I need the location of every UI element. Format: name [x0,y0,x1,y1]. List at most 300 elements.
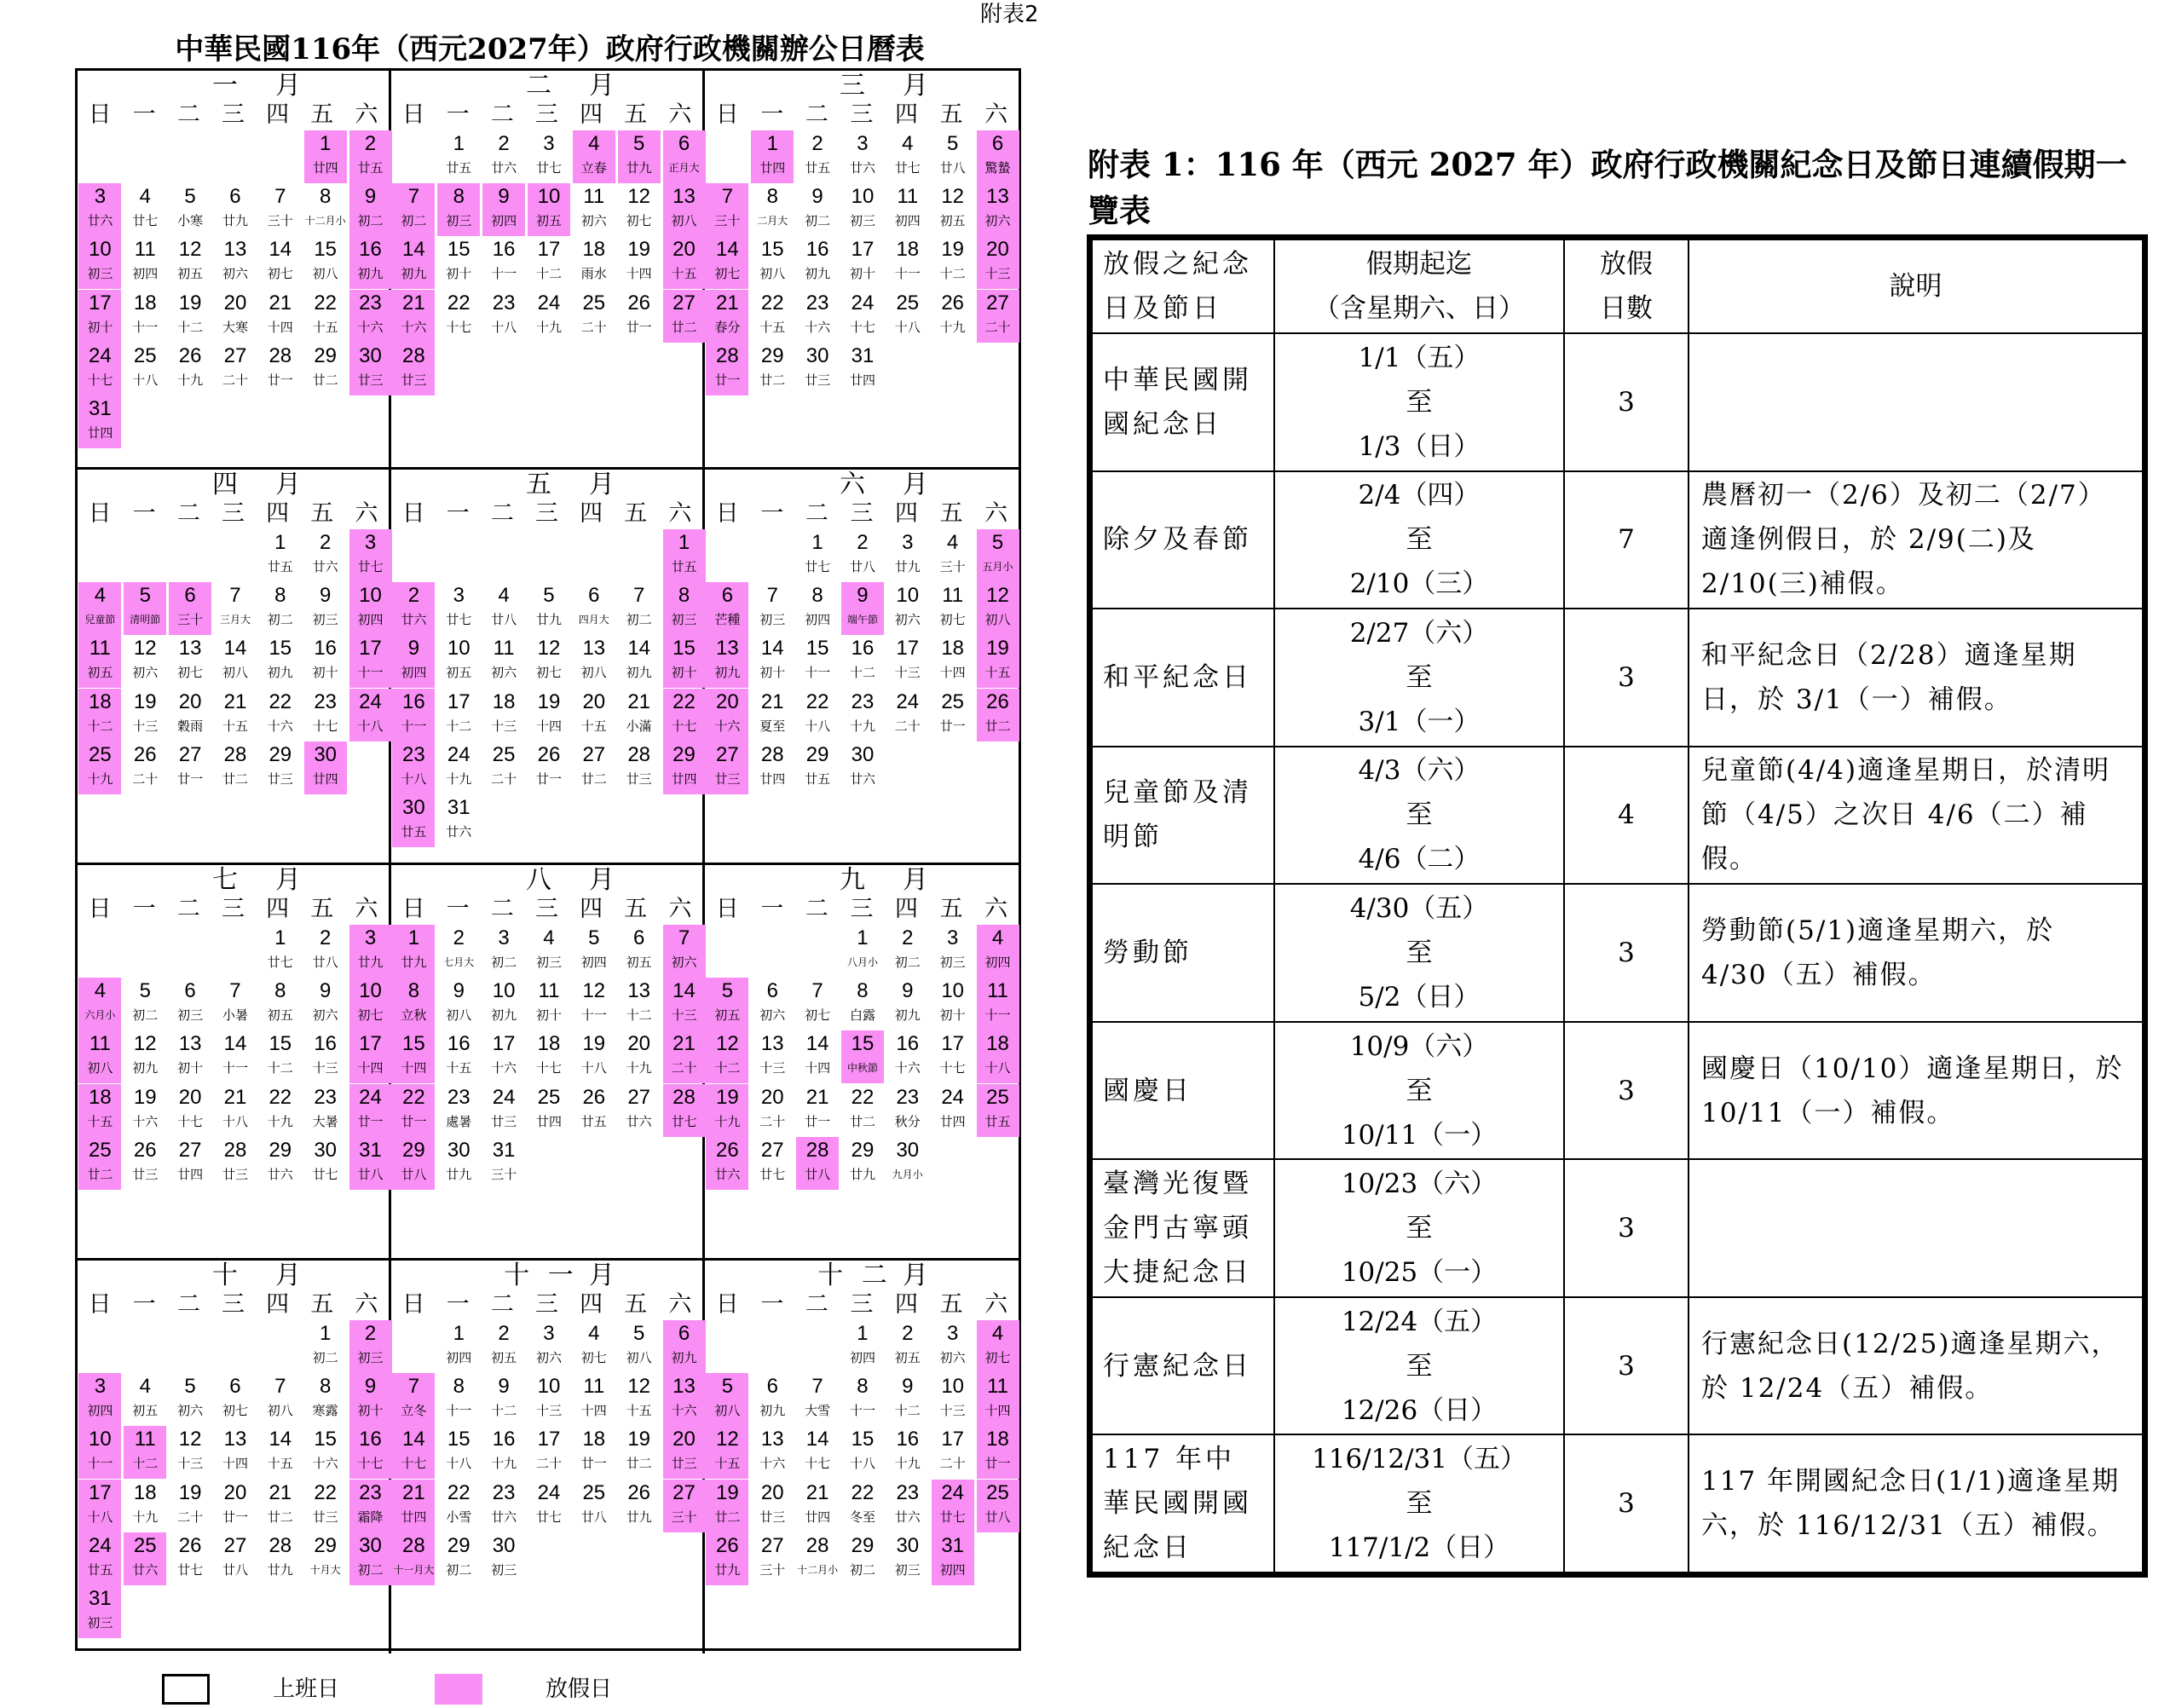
month-block [705,865,1019,1258]
lunar-date: 十五 [671,266,697,282]
day-number: 26 [178,343,202,367]
day-cell [259,183,302,236]
day-cell [932,689,974,741]
weekday-label: 六 [668,101,692,128]
day-cell [886,689,929,741]
lunar-date: 初五 [535,213,562,229]
lunar-date: 廿八 [357,1166,384,1182]
day-number: 11 [538,979,560,1003]
day-cell [259,1084,302,1137]
period-start: 2/27（六） [1349,617,1489,649]
day-cell [618,582,661,635]
day-cell [573,1426,615,1479]
day-number: 12 [986,584,1009,608]
day-number: 10 [359,979,382,1003]
lunar-date: 廿五 [805,160,831,176]
day-cell [932,925,974,978]
lunar-date: 大暑 [312,1113,338,1129]
lunar-date: 廿七 [939,1509,966,1525]
lunar-date: 廿九 [626,160,652,176]
day-number: 13 [178,637,202,661]
day-number: 29 [314,343,338,367]
day-cell [841,925,884,978]
day-number: 31 [851,343,875,367]
lunar-date: 廿三 [222,1166,248,1182]
day-number: 30 [492,1533,516,1557]
day-number: 19 [133,1085,157,1109]
month-number: 八 [526,865,557,895]
day-cell [214,635,257,688]
day-cell [169,1532,211,1585]
day-number: 29 [851,1533,875,1557]
lunar-date: 初十 [849,266,875,282]
day-number: 5 [543,584,555,608]
period-to: 至 [1406,1075,1433,1106]
lunar-date: 初三 [894,1561,921,1578]
weekday-label: 六 [984,101,1008,128]
weekday-label: 四 [895,896,919,922]
lunar-date: 十四 [805,1060,831,1076]
day-number: 25 [537,1085,561,1109]
lunar-date: 初二 [401,213,427,229]
weekday-header [78,1290,389,1320]
day-number: 12 [178,238,202,262]
day-number: 12 [178,1428,202,1451]
day-number: 13 [582,637,606,661]
lunar-date: 初八 [580,665,607,681]
lunar-date: 大雪 [805,1403,831,1419]
month-block [78,865,391,1258]
day-number: 18 [537,1032,561,1056]
lunar-date: 五月小 [982,561,1013,573]
holiday-day-cell [78,1480,121,1532]
day-cell [169,1426,211,1479]
lunar-date: 初九 [132,1060,159,1076]
legend [162,1670,639,1708]
day-number: 16 [314,1032,338,1056]
holiday-day-cell [349,1532,392,1585]
weekday-header [391,100,702,130]
day-number: 18 [986,1032,1009,1056]
holiday-day-cell [78,1084,121,1137]
period-start: 116/12/31（五） [1312,1444,1527,1475]
weekday-label: 六 [355,896,378,922]
day-number: 9 [407,637,420,661]
period-end: 10/11（一） [1341,1119,1498,1151]
day-cell [304,1532,347,1585]
holiday-day-cell [977,1030,1019,1083]
lunar-date: 初二 [357,1561,384,1578]
day-number: 1 [766,132,778,155]
lunar-date: 十八 [984,1060,1011,1076]
lunar-date: 廿四 [759,160,786,176]
day-number: 31 [941,1533,965,1557]
day-cell [841,978,884,1030]
lunar-date: 廿八 [312,955,338,970]
lunar-date: 初二 [849,1561,875,1578]
lunar-date: 十七 [177,1113,204,1129]
holiday-day-cell [78,978,121,1030]
holiday-description: 農曆初一（2/6）及初二（2/7）適逢例假日，於 2/9(二)及 2/10(三)補假。 [1688,471,2143,609]
lunar-date: 初三 [177,1007,204,1024]
day-cell [796,582,839,635]
holiday-day-cell [78,290,121,343]
lunar-date: 廿八 [222,1561,248,1578]
lunar-date: 初九 [491,1007,517,1024]
weekday-label: 三 [850,896,874,922]
day-cell [304,343,347,395]
day-number: 15 [760,238,784,262]
day-number: 28 [402,343,425,367]
lunar-date: 初九 [805,266,831,282]
day-number: 26 [582,1085,606,1109]
lunar-date: 十二 [626,1007,652,1024]
weekday-label: 四 [580,101,603,128]
lunar-date: 初九 [671,1350,697,1365]
holiday-table [1087,234,2148,1578]
holiday-description: 國慶日（10/10）適逢星期日，於 10/11（一）補假。 [1688,1022,2143,1160]
lunar-date: 廿一 [267,372,293,388]
lunar-date: 廿九 [357,955,384,970]
day-number: 21 [402,1480,425,1504]
lunar-date: 廿九 [222,213,248,229]
day-cell [169,1030,211,1083]
day-cell [169,635,211,688]
holiday-day-cell [392,582,435,635]
day-number: 1 [274,531,286,554]
day-cell [841,1320,884,1373]
day-cell [482,1426,525,1479]
day-cell [932,978,974,1030]
day-cell [437,1084,480,1137]
day-cell [169,1084,211,1137]
weekday-label: 六 [355,1291,378,1318]
holiday-day-cell [977,130,1019,183]
holiday-days: 3 [1564,333,1688,471]
lunar-date: 十九 [939,319,966,335]
lunar-date: 春分 [714,319,741,335]
day-number: 19 [986,637,1009,661]
day-cell [618,1320,661,1373]
holiday-day-cell [349,236,392,289]
holiday-days: 3 [1564,1297,1688,1435]
day-number: 22 [268,690,292,713]
day-cell [796,635,839,688]
lunar-date: 十四 [626,266,652,282]
day-number: 15 [851,1428,875,1451]
day-number: 22 [851,1480,875,1504]
lunar-date: 大寒 [222,319,248,335]
day-cell [528,1320,570,1373]
lunar-date: 十五 [759,319,786,335]
weekday-label: 五 [310,500,334,527]
holiday-day-cell [663,1426,706,1479]
holiday-day-cell [663,925,706,978]
period-start: 10/23（六） [1341,1168,1498,1200]
day-number: 10 [537,185,561,209]
day-cell [618,741,661,794]
lunar-date: 十二 [267,1060,293,1076]
holiday-day-cell [78,1532,121,1585]
day-number: 24 [492,1085,516,1109]
holiday-day-cell [392,1373,435,1426]
lunar-date: 初十 [312,665,338,681]
day-number: 11 [89,637,111,661]
month-block [78,470,391,863]
weekday-label: 四 [895,101,919,128]
day-cell [482,290,525,343]
lunar-date: 二十 [222,372,248,388]
holiday-day-cell [78,1030,121,1083]
day-cell [214,236,257,289]
weekday-label: 五 [624,896,648,922]
day-cell [528,635,570,688]
workday-label: 上班日 [273,1676,340,1702]
lunar-date: 十三 [177,1456,204,1472]
lunar-date: 十九 [177,372,204,388]
weekday-label: 日 [715,1291,739,1318]
lunar-date: 廿五 [671,559,697,574]
day-number: 15 [447,1428,470,1451]
holiday-day-cell [706,183,748,236]
holiday-day-cell [932,1532,974,1585]
lunar-date: 初九 [714,665,741,681]
holiday-day-cell [124,1532,166,1585]
header-col1-line2: 日及節日 [1103,293,1222,324]
day-number: 21 [672,1032,696,1056]
lunar-date: 廿一 [357,1113,384,1129]
weekday-label: 三 [534,101,558,128]
day-number: 14 [627,637,651,661]
lunar-date: 十八 [87,1509,113,1525]
lunar-date: 十二 [132,1456,159,1472]
holiday-day-cell [392,343,435,395]
lunar-date: 十七 [535,1060,562,1076]
day-cell [618,1030,661,1083]
lunar-date: 三十 [759,1561,786,1578]
day-number: 6 [588,584,600,608]
day-cell [124,689,166,741]
lunar-date: 十一 [849,1403,875,1419]
day-number: 25 [941,690,965,713]
lunar-date: 初十 [939,1007,966,1024]
weekday-label: 二 [490,896,514,922]
lunar-date: 廿四 [177,1166,204,1182]
day-number: 17 [941,1032,965,1056]
holiday-period [1274,471,1564,609]
day-cell [886,1426,929,1479]
lunar-date: 廿四 [312,160,338,176]
day-number: 16 [359,238,382,262]
day-cell [886,635,929,688]
day-number: 7 [229,584,241,608]
day-number: 23 [314,1085,338,1109]
day-number: 13 [760,1428,784,1451]
day-number: 3 [902,531,914,554]
period-to: 至 [1406,799,1433,831]
day-cell [573,582,615,635]
day-cell [932,529,974,582]
lunar-date: 廿六 [312,559,338,574]
day-number: 16 [492,238,516,262]
day-cell [214,183,257,236]
lunar-date: 十九 [446,770,472,787]
day-cell [751,183,794,236]
table-row [1092,747,2143,885]
holiday-day-cell [706,1532,748,1585]
weekday-label: 二 [176,896,200,922]
holiday-day-cell [706,689,748,741]
lunar-date: 三十 [491,1166,517,1182]
day-number: 21 [402,291,425,314]
lunar-date: 初四 [401,665,427,681]
month-header [391,865,702,894]
day-number: 5 [632,1322,645,1345]
lunar-date: 立冬 [401,1403,427,1419]
day-number: 23 [402,742,425,766]
day-number: 6 [721,584,734,608]
lunar-date: 十五 [312,319,338,335]
day-number: 13 [672,1375,696,1399]
lunar-date: 十八 [894,319,921,335]
day-number: 14 [402,238,425,262]
day-cell [304,1373,347,1426]
day-number: 14 [760,637,784,661]
weekday-label: 三 [534,896,558,922]
day-number: 11 [897,185,919,209]
holiday-period [1274,747,1564,885]
weekday-label: 日 [401,101,425,128]
holiday-day-cell [977,635,1019,688]
day-number: 26 [716,1138,739,1162]
lunar-date: 廿七 [535,160,562,176]
day-number: 9 [902,1375,914,1399]
lunar-date: 廿三 [132,1166,159,1182]
day-number: 1 [407,926,420,949]
weekday-label: 日 [401,500,425,527]
day-number: 27 [716,742,739,766]
day-number: 21 [716,291,739,314]
day-number: 9 [453,979,465,1003]
day-cell [259,1030,302,1083]
weekday-label: 五 [624,1291,648,1318]
lunar-date: 十六 [805,319,831,335]
month-header [705,865,1019,894]
quarter-row [78,71,1019,470]
period-to: 至 [1406,1213,1433,1244]
day-number: 19 [582,1032,606,1056]
lunar-date: 小暑 [222,1007,248,1024]
day-cell [124,1480,166,1532]
holiday-day-cell [977,236,1019,289]
weekday-header [705,499,1019,529]
day-cell [751,1480,794,1532]
lunar-date: 廿四 [87,425,113,441]
weekday-label: 二 [805,500,828,527]
holiday-day-cell [349,925,392,978]
lunar-date: 廿六 [626,1113,652,1129]
holiday-name: 兒童節及清明節 [1092,747,1274,885]
day-number: 1 [857,1322,869,1345]
lunar-date: 初三 [849,213,875,229]
day-number: 3 [94,185,107,209]
day-cell [214,1373,257,1426]
lunar-date: 十五 [267,1456,293,1472]
lunar-date: 廿四 [312,770,338,787]
day-cell [124,1137,166,1190]
day-cell [259,741,302,794]
holiday-days: 3 [1564,1159,1688,1297]
month-char: 月 [903,865,928,895]
lunar-date: 廿六 [894,1509,921,1525]
day-cell [573,1030,615,1083]
day-number: 21 [223,1085,247,1109]
period-end: 117/1/2（日） [1328,1532,1510,1564]
day-number: 25 [89,742,112,766]
day-number: 3 [453,584,465,608]
lunar-date: 初六 [535,1350,562,1365]
lunar-date: 十八 [491,319,517,335]
day-cell [751,1532,794,1585]
day-number: 1 [453,1322,465,1345]
weekday-label: 四 [266,101,290,128]
day-number: 24 [941,1480,965,1504]
day-cell [304,1030,347,1083]
lunar-date: 十六 [894,1060,921,1076]
day-cell [124,236,166,289]
day-number: 20 [672,1428,696,1451]
day-number: 15 [672,637,696,661]
day-number: 13 [672,185,696,209]
day-cell [482,1084,525,1137]
day-number: 19 [716,1480,739,1504]
holiday-day-cell [977,290,1019,343]
day-number: 11 [987,979,1008,1003]
day-number: 23 [492,291,516,314]
day-number: 9 [498,1375,510,1399]
lunar-date: 二十 [894,718,921,734]
day-number: 13 [178,1032,202,1056]
lunar-date: 廿五 [805,770,831,787]
day-number: 1 [274,926,286,949]
day-number: 24 [447,742,470,766]
holiday-period [1274,1159,1564,1297]
day-cell [573,1373,615,1426]
lunar-date: 二十 [759,1113,786,1129]
day-number: 18 [896,238,920,262]
day-cell [751,290,794,343]
holiday-day-cell [663,1084,706,1137]
holiday-day-cell [706,741,748,794]
day-number: 4 [946,531,959,554]
day-number: 29 [447,1533,470,1557]
lunar-date: 廿一 [177,770,204,787]
day-number: 14 [268,1428,292,1451]
holiday-day-cell [977,582,1019,635]
weekday-label: 四 [895,1291,919,1318]
lunar-date: 廿三 [671,1456,697,1472]
day-number: 19 [941,238,965,262]
day-number: 8 [811,584,823,608]
lunar-date: 廿一 [626,319,652,335]
holiday-period [1274,609,1564,747]
day-cell [932,1030,974,1083]
day-cell [304,183,347,236]
day-number: 30 [896,1533,920,1557]
lunar-date: 廿六 [267,1166,293,1182]
weekday-label: 二 [176,500,200,527]
holiday-day-cell [663,529,706,582]
